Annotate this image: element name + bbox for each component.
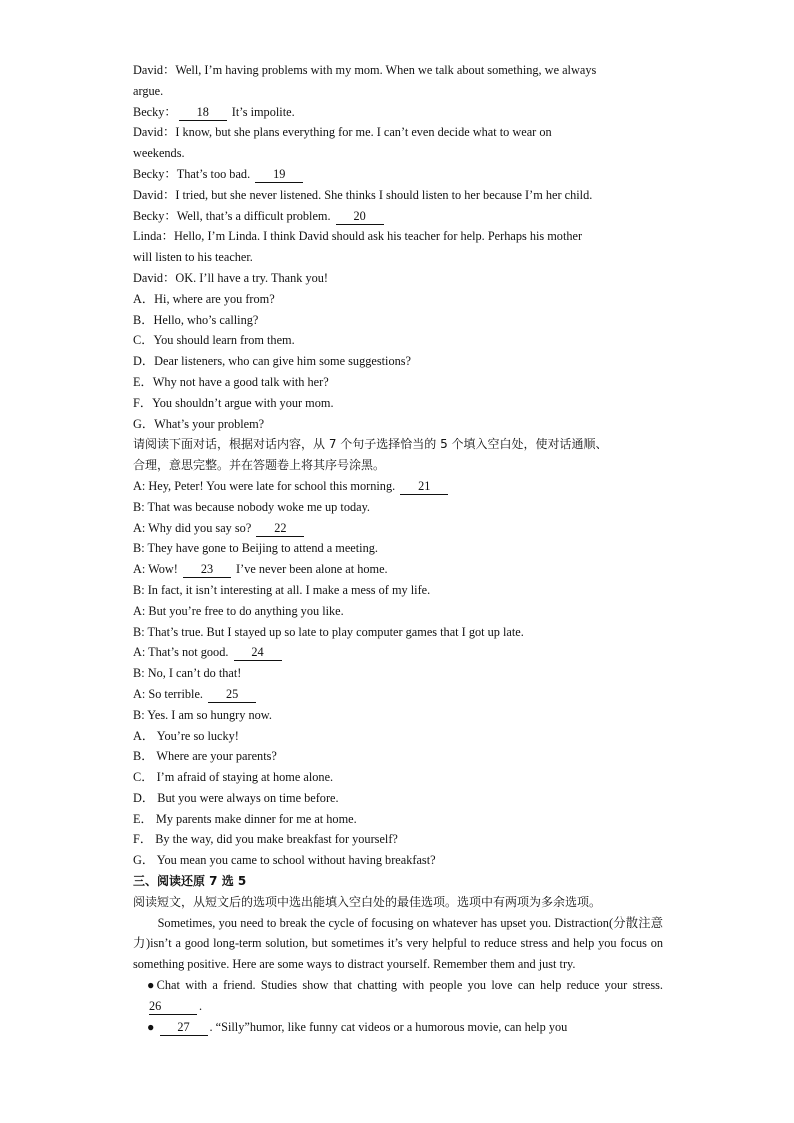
instruction-2-line: 合理，意思完整。并在答题卷上将其序号涂黑。: [133, 458, 386, 473]
dialogue-2-line: [133, 642, 663, 663]
line-text-after-blank: It’s impolite.: [228, 104, 295, 119]
dialogue-1-line: [133, 122, 663, 143]
option-1-line: E．Why not have a good talk with her?: [133, 374, 329, 389]
option-1-line: B．Hello, who’s calling?: [133, 312, 259, 327]
option-2-line: A． You’re so lucky!: [133, 728, 239, 743]
option-1-line: G．What’s your problem?: [133, 416, 265, 431]
document-page: [133, 60, 663, 1037]
section-3-heading: 三、阅读还原 7 选 5: [133, 874, 247, 889]
line-text: A: Hey, Peter! You were late for school this morning.: [133, 478, 399, 493]
line-text: Becky：Well, that’s a difficult problem.: [133, 208, 334, 223]
bullet-2-marker: ●: [147, 1019, 158, 1034]
line-text: B: They have gone to Beijing to attend a meeting.: [133, 541, 378, 556]
line-text-after-blank: I’ve never been alone at home.: [232, 562, 388, 577]
line-text: weekends.: [133, 146, 185, 161]
line-text: B: That was because nobody woke me up today.: [133, 499, 371, 514]
dialogue-1-line: [133, 226, 663, 247]
line-text: David：OK. I’ll have a try. Thank you!: [133, 270, 328, 285]
dialogue-1-line: [133, 81, 663, 102]
option-2-line: G． You mean you came to school without having breakfast?: [133, 853, 436, 868]
dialogue-1-line: [133, 185, 663, 206]
options-1: [133, 289, 663, 435]
line-text: Linda：Hello, I’m Linda. I think David should ask his teacher for help. Perhaps his mother: [133, 229, 583, 244]
line-text: David：I know, but she plans everything for me. I can’t even decide what to wear on: [133, 125, 552, 140]
option-1-line: A．Hi, where are you from?: [133, 291, 275, 306]
dialogue-2-line: [133, 705, 663, 726]
dialogue-2-line: [133, 518, 663, 539]
option-2-line: C． I’m afraid of staying at home alone.: [133, 770, 334, 785]
dialogue-1-line: [133, 143, 663, 164]
passage-paragraph-1: Sometimes, you need to break the cycle of focusing on whatever has upset you. Distraction(分散注意力)isn’t a good long-term solution, but sometimes it’s very helpful to reduce stress and help you focus on something positive. Here are some ways to distract yourself. Remember them and just try.: [133, 915, 663, 972]
dialogue-2-line: [133, 497, 663, 518]
line-text: argue.: [133, 83, 164, 98]
option-2-line: B． Where are your parents?: [133, 749, 277, 764]
line-text: B: In fact, it isn’t interesting at all. I make a mess of my life.: [133, 582, 431, 597]
blank-19: 19: [255, 167, 303, 183]
blank-22: 22: [256, 521, 304, 537]
blank-27: 27: [160, 1020, 208, 1036]
passage-bullet-1: [133, 975, 663, 1017]
line-text: B: Yes. I am so hungry now.: [133, 707, 272, 722]
line-text: will listen to his teacher.: [133, 250, 253, 265]
line-text: Becky：That’s too bad.: [133, 166, 254, 181]
dialogue-1-line: [133, 268, 663, 289]
blank-18: 18: [179, 105, 227, 121]
dialogue-2-line: [133, 580, 663, 601]
instruction-2: [133, 434, 663, 476]
dialogue-1-line: [133, 247, 663, 268]
line-text: A: Why did you say so?: [133, 520, 255, 535]
blank-25: 25: [208, 687, 256, 703]
line-text: David：I tried, but she never listened. She thinks I should listen to her because I’m her child.: [133, 187, 593, 202]
option-2-line: F． By the way, did you make breakfast for yourself?: [133, 832, 398, 847]
blank-23: 23: [183, 562, 231, 578]
dialogue-2-line: [133, 559, 663, 580]
dialogue-2-line: [133, 663, 663, 684]
option-2-line: D． But you were always on time before.: [133, 790, 339, 805]
line-text: A: So terrible.: [133, 686, 207, 701]
blank-20: 20: [336, 209, 384, 225]
bullet-2-text: . “Silly”humor, like funny cat videos or a humorous movie, can help you: [209, 1019, 568, 1034]
dialogue-1-line: [133, 102, 663, 123]
instruction-2-line: 请阅读下面对话，根据对话内容，从 7 个句子选择恰当的 5 个填入空白处，使对话通顺、: [133, 437, 608, 452]
option-1-line: C．You should learn from them.: [133, 333, 295, 348]
line-text: Becky：: [133, 104, 177, 119]
option-2-line: E． My parents make dinner for me at home.: [133, 811, 357, 826]
dialogue-2-line: [133, 684, 663, 705]
passage-bullet-2: [133, 1017, 663, 1038]
dialogue-1-line: [133, 60, 663, 81]
option-1-line: F．You shouldn’t argue with your mom.: [133, 395, 334, 410]
dialogue-1-line: [133, 206, 663, 227]
line-text: B: That’s true. But I stayed up so late to play computer games that I got up late.: [133, 624, 524, 639]
options-2: [133, 726, 663, 872]
dialogue-1: [133, 60, 663, 289]
line-text: A: That’s not good.: [133, 645, 232, 660]
bullet-1-text: ●Chat with a friend. Studies show that chatting with people you love can help reduce your stress.: [147, 978, 663, 993]
line-text: A: But you’re free to do anything you like.: [133, 603, 344, 618]
blank-24: 24: [234, 645, 282, 661]
blank-21: 21: [400, 479, 448, 495]
line-text: B: No, I can’t do that!: [133, 666, 242, 681]
section-3-instruction: 阅读短文，从短文后的选项中选出能填入空白处的最佳选项。选项中有两项为多余选项。: [133, 894, 602, 909]
dialogue-1-line: [133, 164, 663, 185]
line-text: A: Wow!: [133, 562, 181, 577]
dialogue-2: [133, 476, 663, 726]
dialogue-2-line: [133, 622, 663, 643]
option-1-line: D．Dear listeners, who can give him some suggestions?: [133, 354, 411, 369]
dialogue-2-line: [133, 601, 663, 622]
dialogue-2-line: [133, 476, 663, 497]
bullet-1-end: .: [199, 998, 203, 1013]
dialogue-2-line: [133, 538, 663, 559]
line-text: David：Well, I’m having problems with my mom. When we talk about something, we always: [133, 63, 597, 77]
blank-26: 26: [149, 999, 197, 1015]
